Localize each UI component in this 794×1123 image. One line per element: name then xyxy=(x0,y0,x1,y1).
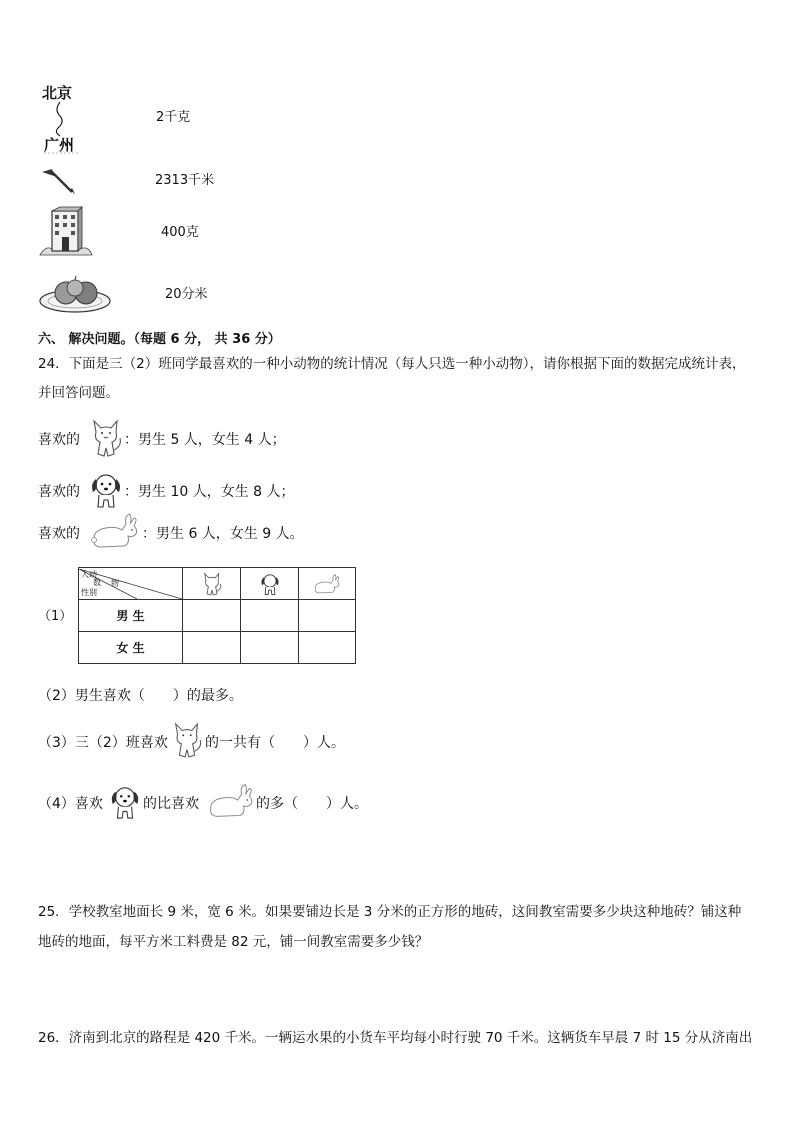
rabbit-icon xyxy=(312,573,342,595)
table-header-dog xyxy=(241,568,299,600)
rabbit-icon xyxy=(88,512,142,550)
cat-icon xyxy=(88,418,124,458)
section-heading: 六、 解决问题。（每题 6 分， 共 36 分） xyxy=(38,332,281,347)
cell-boys-rabbit[interactable] xyxy=(299,600,356,632)
likes-prefix-dog: 喜欢的 xyxy=(38,484,80,500)
part4-text-b: 的比喜欢 xyxy=(143,796,199,812)
dog-icon xyxy=(88,470,124,510)
match-value-1: 2千克 xyxy=(156,110,191,125)
rabbit-data: ：男生 6 人，女生 9 人。 xyxy=(142,526,304,542)
q26-text-line1: 26．济南到北京的路程是 420 千米。一辆运水果的小货车平均每小时行驶 70 千米。这辆货车早晨 7 时 15 分从济南出 xyxy=(38,1030,753,1046)
table-header-rabbit xyxy=(299,568,356,600)
dog-icon xyxy=(259,571,281,597)
cat-data: ：男生 5 人，女生 4 人； xyxy=(124,432,286,448)
table-header-cat xyxy=(183,568,241,600)
likes-prefix-rabbit: 喜欢的 xyxy=(38,526,80,542)
q24-text-line2: 并回答问题。 xyxy=(38,385,119,401)
cell-boys-dog[interactable] xyxy=(241,600,299,632)
rabbit-icon xyxy=(205,781,257,821)
nail-icon xyxy=(40,167,76,195)
map-label-north: 北京 xyxy=(42,84,73,102)
part3-text-b: 的一共有（ ）人。 xyxy=(205,735,345,751)
part3-text-a: （3）三（2）班喜欢 xyxy=(38,735,168,751)
match-value-3: 400克 xyxy=(161,225,199,240)
header-mid2-label: 物 xyxy=(111,578,119,588)
row-label-boys: 男 生 xyxy=(79,600,183,632)
row-label-girls: 女 生 xyxy=(79,632,183,664)
part4-text-a: （4）喜欢 xyxy=(38,796,103,812)
dog-data: ：男生 10 人，女生 8 人； xyxy=(124,484,295,500)
part2-text: （2）男生喜欢（ ）的最多。 xyxy=(38,688,243,704)
cell-girls-dog[interactable] xyxy=(241,632,299,664)
match-value-2: 2313千米 xyxy=(155,173,215,188)
cell-boys-cat[interactable] xyxy=(183,600,241,632)
part1-label: （1） xyxy=(38,609,73,624)
q24-text-line1: 24．下面是三（2）班同学最喜欢的一种小动物的统计情况（每人只选一种小动物），请你根据下面的数据完成统计表， xyxy=(38,356,746,372)
fruit-plate-icon xyxy=(38,275,112,315)
dog-icon xyxy=(108,782,142,822)
map-label-south: 广州 xyxy=(44,136,75,154)
cell-girls-rabbit[interactable] xyxy=(299,632,356,664)
table-header-diagonal xyxy=(79,568,183,600)
cat-icon xyxy=(170,720,204,760)
q25-text-line2: 地砖的地面，每平方米工料费是 82 元，铺一间教室需要多少钱？ xyxy=(38,934,429,950)
building-icon xyxy=(38,205,94,257)
header-top-label: 人动 xyxy=(81,569,97,579)
header-mid1-label: 数 xyxy=(93,577,101,587)
part4-text-c: 的多（ ）人。 xyxy=(256,796,368,812)
cell-girls-cat[interactable] xyxy=(183,632,241,664)
match-value-4: 20分米 xyxy=(165,287,208,302)
cat-icon xyxy=(201,571,223,597)
header-bottom-label: 性别 xyxy=(81,587,97,597)
stats-table xyxy=(78,567,356,664)
likes-prefix-cat: 喜欢的 xyxy=(38,432,80,448)
q25-text-line1: 25．学校教室地面长 9 米，宽 6 米。如果要铺边长是 3 分米的正方形的地砖，这间教室需要多少块这种地砖？铺这种 xyxy=(38,904,742,920)
